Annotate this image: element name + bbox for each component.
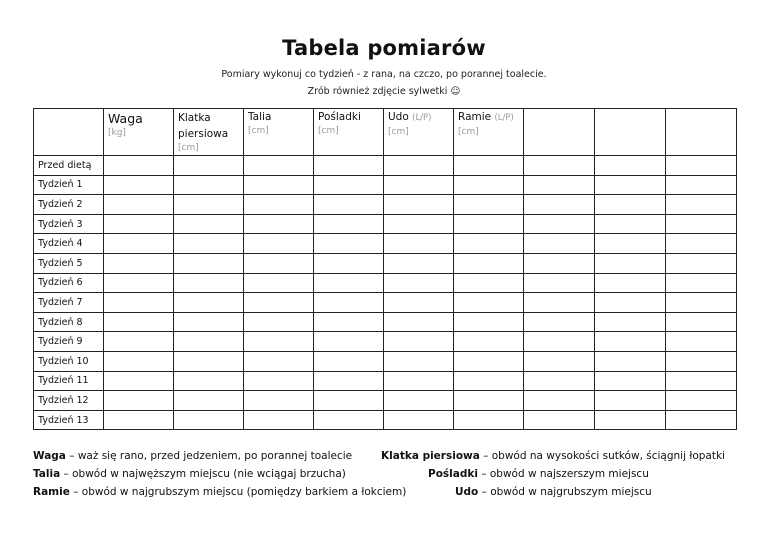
- legend-klatka-piersiowa: [381, 450, 725, 462]
- measurement-cell[interactable]: [666, 371, 737, 391]
- measurement-cell[interactable]: [595, 293, 666, 313]
- measurement-cell[interactable]: [666, 234, 737, 254]
- measurement-cell[interactable]: [666, 332, 737, 352]
- measurement-cell[interactable]: [314, 195, 384, 215]
- measurement-cell[interactable]: [524, 273, 595, 293]
- header-label: Pośladki: [318, 111, 361, 123]
- header-label: Waga: [108, 111, 143, 126]
- header-talia: [244, 109, 314, 156]
- header-unit: [cm]: [178, 143, 199, 153]
- measurement-cell[interactable]: [314, 332, 384, 352]
- measurement-cell[interactable]: [314, 312, 384, 332]
- header-unit: [cm]: [248, 126, 269, 136]
- header-unit: [cm]: [318, 126, 339, 136]
- legend-udo: [455, 486, 652, 498]
- measurement-cell[interactable]: [524, 371, 595, 391]
- measurement-cell[interactable]: [454, 351, 524, 371]
- header-label: Ramie: [458, 111, 492, 123]
- measurement-cell[interactable]: [314, 293, 384, 313]
- table-row: [34, 391, 737, 411]
- measurement-cell[interactable]: [244, 273, 314, 293]
- measurement-cell[interactable]: [666, 351, 737, 371]
- measurement-cell[interactable]: [524, 195, 595, 215]
- measurement-cell[interactable]: [314, 156, 384, 176]
- measurement-cell[interactable]: [666, 214, 737, 234]
- header-unit: [kg]: [108, 128, 126, 138]
- measurement-cell[interactable]: [454, 410, 524, 430]
- header-label: Klatka piersiowa: [178, 112, 229, 140]
- measurement-cell[interactable]: [595, 253, 666, 273]
- measurement-cell[interactable]: [174, 371, 244, 391]
- table-row: [34, 273, 737, 293]
- measurement-cell[interactable]: [314, 391, 384, 411]
- legend-desc: – obwód na wysokości sutków, ściągnij łopatki: [479, 450, 725, 462]
- measurement-cell[interactable]: [595, 351, 666, 371]
- measurement-cell[interactable]: [314, 273, 384, 293]
- legend-desc: – waż się rano, przed jedzeniem, po porannej toalecie: [65, 450, 353, 462]
- measurement-cell[interactable]: [595, 175, 666, 195]
- measurement-cell[interactable]: [384, 156, 454, 176]
- measurement-cell[interactable]: [454, 391, 524, 411]
- measurement-cell[interactable]: [244, 351, 314, 371]
- measurement-cell[interactable]: [524, 312, 595, 332]
- measurement-cell[interactable]: [104, 332, 174, 352]
- measurement-cell[interactable]: [174, 214, 244, 234]
- header-klatka-piersiowa: [174, 109, 244, 156]
- measurement-cell[interactable]: [384, 273, 454, 293]
- measurement-cell[interactable]: [454, 214, 524, 234]
- measurement-cell[interactable]: [384, 234, 454, 254]
- measurement-cell[interactable]: [104, 253, 174, 273]
- measurement-cell[interactable]: [524, 253, 595, 273]
- measurement-cell[interactable]: [524, 234, 595, 254]
- measurement-cell[interactable]: [104, 391, 174, 411]
- header-udo: [384, 109, 454, 156]
- measurement-cell[interactable]: [666, 253, 737, 273]
- measurement-cell[interactable]: [174, 195, 244, 215]
- measurement-cell[interactable]: [524, 156, 595, 176]
- measurement-cell[interactable]: [384, 253, 454, 273]
- measurement-cell[interactable]: [595, 391, 666, 411]
- header-empty-extra-3: [666, 109, 737, 156]
- measurement-cell[interactable]: [174, 293, 244, 313]
- row-label: Tydzień 1: [34, 175, 104, 195]
- measurement-cell[interactable]: [104, 273, 174, 293]
- measurement-cell[interactable]: [314, 253, 384, 273]
- measurement-cell[interactable]: [314, 234, 384, 254]
- header-unit: [cm]: [458, 127, 479, 137]
- measurement-cell[interactable]: [595, 273, 666, 293]
- measurement-cell[interactable]: [384, 371, 454, 391]
- measurement-cell[interactable]: [524, 214, 595, 234]
- table-row: [34, 410, 737, 430]
- measurement-cell[interactable]: [454, 332, 524, 352]
- header-empty-extra-1: [524, 109, 595, 156]
- measurement-cell[interactable]: [384, 351, 454, 371]
- measurement-cell[interactable]: [244, 195, 314, 215]
- measurement-cell[interactable]: [174, 253, 244, 273]
- measurement-cell[interactable]: [666, 195, 737, 215]
- measurement-cell[interactable]: [174, 273, 244, 293]
- header-waga: [104, 109, 174, 156]
- table-row: [34, 253, 737, 273]
- measurement-cell[interactable]: [666, 312, 737, 332]
- row-label: Tydzień 8: [34, 312, 104, 332]
- measurement-cell[interactable]: [595, 214, 666, 234]
- legend-desc: – obwód w najszerszym miejscu: [477, 468, 649, 480]
- measurement-cell[interactable]: [104, 371, 174, 391]
- measurement-cell[interactable]: [524, 410, 595, 430]
- measurement-cell[interactable]: [244, 234, 314, 254]
- measurement-cell[interactable]: [384, 175, 454, 195]
- legend-term: Waga: [33, 450, 66, 462]
- row-label: Tydzień 4: [34, 234, 104, 254]
- row-label: Tydzień 10: [34, 351, 104, 371]
- measurement-cell[interactable]: [244, 253, 314, 273]
- measurement-cell[interactable]: [104, 312, 174, 332]
- measurement-cell[interactable]: [454, 156, 524, 176]
- measurement-cell[interactable]: [454, 234, 524, 254]
- header-label: Talia: [248, 111, 272, 123]
- header-posladki: [314, 109, 384, 156]
- subtitle-photo-note: Zrób również zdjęcie sylwetki ☺: [307, 86, 461, 97]
- header-label: Udo: [388, 111, 409, 123]
- measurement-cell[interactable]: [524, 332, 595, 352]
- measurement-cell[interactable]: [174, 175, 244, 195]
- measurement-cell[interactable]: [174, 351, 244, 371]
- measurement-cell[interactable]: [454, 195, 524, 215]
- measurement-cell[interactable]: [454, 293, 524, 313]
- measurement-cell[interactable]: [104, 156, 174, 176]
- measurement-cell[interactable]: [384, 312, 454, 332]
- legend-posladki: [428, 468, 649, 480]
- measurement-cell[interactable]: [524, 175, 595, 195]
- measurement-cell[interactable]: [524, 391, 595, 411]
- measurement-cell[interactable]: [244, 156, 314, 176]
- measurement-cell[interactable]: [384, 195, 454, 215]
- measurement-cell[interactable]: [174, 332, 244, 352]
- header-label-group: [384, 109, 453, 126]
- measurement-cell[interactable]: [666, 175, 737, 195]
- measurement-cell[interactable]: [666, 156, 737, 176]
- table-row: [34, 195, 737, 215]
- measurement-cell[interactable]: [666, 273, 737, 293]
- measurement-cell[interactable]: [454, 273, 524, 293]
- row-label: Tydzień 9: [34, 332, 104, 352]
- measurement-cell[interactable]: [244, 371, 314, 391]
- measurement-cell[interactable]: [595, 410, 666, 430]
- measurements-table: [33, 108, 737, 430]
- legend-term: Pośladki: [428, 468, 478, 480]
- measurement-cell[interactable]: [384, 410, 454, 430]
- row-label: Tydzień 12: [34, 391, 104, 411]
- legend-term: Klatka piersiowa: [381, 450, 480, 462]
- measurement-cell[interactable]: [104, 175, 174, 195]
- table-row: [34, 293, 737, 313]
- header-label-group: [454, 109, 523, 126]
- measurement-cell[interactable]: [666, 293, 737, 313]
- measurement-cell[interactable]: [595, 156, 666, 176]
- measurement-cell[interactable]: [524, 293, 595, 313]
- measurement-cell[interactable]: [454, 253, 524, 273]
- row-label: Tydzień 3: [34, 214, 104, 234]
- measurement-cell[interactable]: [104, 214, 174, 234]
- measurement-cell[interactable]: [595, 234, 666, 254]
- measurement-cell[interactable]: [314, 175, 384, 195]
- legend-talia: [33, 468, 346, 480]
- measurement-cell[interactable]: [244, 175, 314, 195]
- measurement-cell[interactable]: [595, 332, 666, 352]
- header-unit: [cm]: [388, 127, 409, 137]
- header-side-unit: (L/P): [412, 113, 432, 123]
- table-row: [34, 234, 737, 254]
- header-ramie: [454, 109, 524, 156]
- legend-desc: – obwód w najgrubszym miejscu: [478, 486, 652, 498]
- row-label: Tydzień 5: [34, 253, 104, 273]
- header-empty-corner: [34, 109, 104, 156]
- measurement-cell[interactable]: [244, 391, 314, 411]
- measurement-cell[interactable]: [384, 214, 454, 234]
- header-side-unit: (L/P): [494, 113, 514, 123]
- legend-desc: – obwód w najwęższym miejscu (nie wciągaj brzucha): [60, 468, 346, 480]
- measurement-cell[interactable]: [104, 293, 174, 313]
- table-row: [34, 156, 737, 176]
- measurement-cell[interactable]: [174, 156, 244, 176]
- legend-waga: [33, 450, 352, 462]
- page-title: Tabela pomiarów: [282, 36, 486, 60]
- measurement-cell[interactable]: [454, 175, 524, 195]
- measurement-cell[interactable]: [244, 214, 314, 234]
- measurement-cell[interactable]: [666, 391, 737, 411]
- table-row: [34, 351, 737, 371]
- measurement-cell[interactable]: [595, 195, 666, 215]
- legend-desc: – obwód w najgrubszym miejscu (pomiędzy barkiem a łokciem): [69, 486, 407, 498]
- row-label: Tydzień 2: [34, 195, 104, 215]
- row-label: Tydzień 7: [34, 293, 104, 313]
- measurement-cell[interactable]: [104, 195, 174, 215]
- measurement-cell[interactable]: [174, 410, 244, 430]
- row-label: Tydzień 13: [34, 410, 104, 430]
- legend-ramie: [33, 486, 406, 498]
- measurement-cell[interactable]: [314, 410, 384, 430]
- measurement-cell[interactable]: [384, 332, 454, 352]
- measurement-cell[interactable]: [244, 293, 314, 313]
- measurement-cell[interactable]: [174, 312, 244, 332]
- measurement-cell[interactable]: [454, 371, 524, 391]
- measurement-cell[interactable]: [314, 351, 384, 371]
- measurement-cell[interactable]: [524, 351, 595, 371]
- row-label: Tydzień 6: [34, 273, 104, 293]
- measurement-cell[interactable]: [104, 351, 174, 371]
- header-empty-extra-2: [595, 109, 666, 156]
- measurement-cell[interactable]: [104, 234, 174, 254]
- measurement-cell[interactable]: [244, 312, 314, 332]
- measurement-cell[interactable]: [595, 371, 666, 391]
- subtitle-instructions: Pomiary wykonuj co tydzień - z rana, na czczo, po porannej toalecie.: [221, 69, 547, 80]
- row-label: Tydzień 11: [34, 371, 104, 391]
- legend-term: Udo: [455, 486, 479, 498]
- measurement-cell[interactable]: [595, 312, 666, 332]
- table-row: [34, 371, 737, 391]
- measurement-cell[interactable]: [454, 312, 524, 332]
- measurement-cell[interactable]: [314, 214, 384, 234]
- measurement-cell[interactable]: [314, 371, 384, 391]
- legend-term: Ramie: [33, 486, 70, 498]
- measurement-cell[interactable]: [244, 410, 314, 430]
- table-row: [34, 312, 737, 332]
- measurement-cell[interactable]: [666, 410, 737, 430]
- measurement-cell[interactable]: [174, 391, 244, 411]
- measurement-cell[interactable]: [244, 332, 314, 352]
- table-row: [34, 332, 737, 352]
- row-label: Przed dietą: [34, 156, 104, 176]
- table-header-row: [34, 109, 737, 156]
- measurement-cell[interactable]: [384, 293, 454, 313]
- table-row: [34, 214, 737, 234]
- measurement-cell[interactable]: [174, 234, 244, 254]
- legend-term: Talia: [33, 468, 61, 480]
- table-row: [34, 175, 737, 195]
- measurement-cell[interactable]: [384, 391, 454, 411]
- measurement-cell[interactable]: [104, 410, 174, 430]
